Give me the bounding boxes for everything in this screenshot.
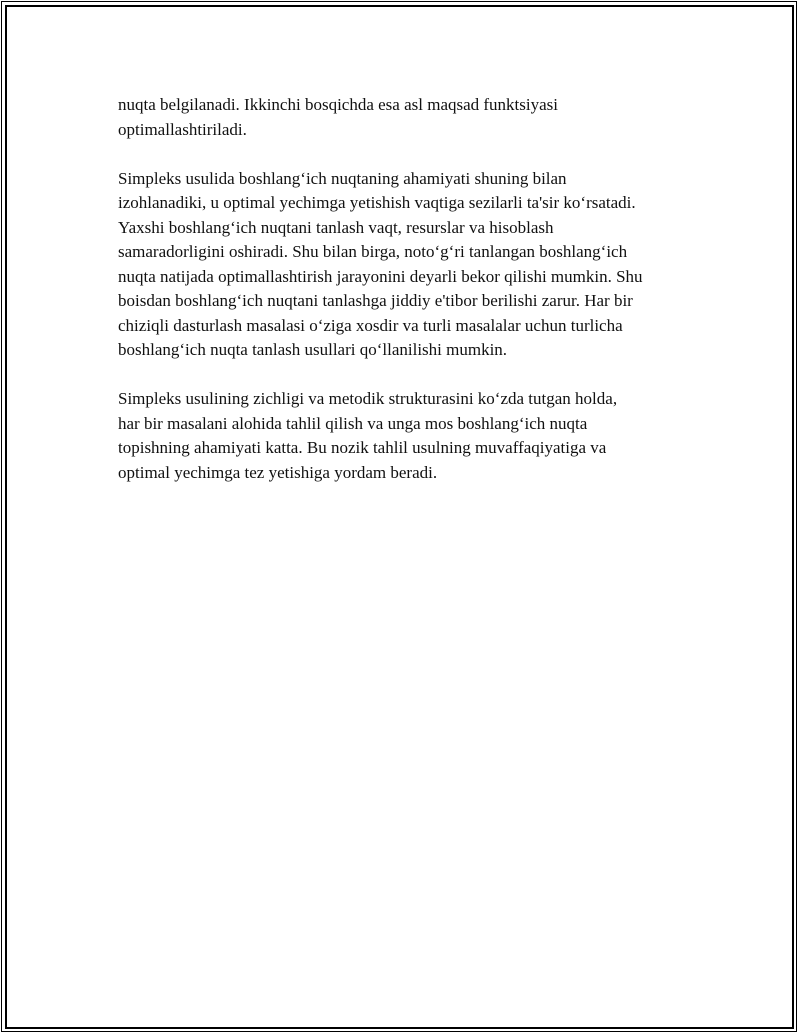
text-line: chiziqli dasturlash masalasi o‘ziga xosdir va turli masalalar uchun turlicha <box>118 315 623 335</box>
text-line: nuqta belgilanadi. Ikkinchi bosqichda esa asl maqsad funktsiyasi <box>118 95 559 114</box>
text-line: boisdan boshlang‘ich nuqtani tanlashga jiddiy e'tibor berilishi zarur. Har bir <box>118 291 633 310</box>
text-line: samaradorligini oshiradi. Shu bilan birga, noto‘g‘ri tanlangan boshlang‘ich <box>118 242 628 261</box>
document-body <box>118 93 698 510</box>
text-line: har bir masalani alohida tahlil qilish va unga mos boshlang‘ich nuqta <box>118 413 588 433</box>
text-line: Yaxshi boshlang‘ich nuqtani tanlash vaqt, resurslar va hisoblash <box>118 217 554 237</box>
text-line: Simpleks usulining zichligi va metodik strukturasini ko‘zda tutgan holda, <box>118 389 618 408</box>
paragraph-2 <box>118 167 698 363</box>
text-line: Simpleks usulida boshlang‘ich nuqtaning ahamiyati shuning bilan <box>118 168 567 188</box>
text-line: topishning ahamiyati katta. Bu nozik tahlil usulning muvaffaqiyatiga va <box>118 438 607 457</box>
paragraph-1 <box>118 93 698 142</box>
text-line: boshlang‘ich nuqta tanlash usullari qo‘llanilishi mumkin. <box>118 340 508 359</box>
text-line: nuqta natijada optimallashtirish jarayonini deyarli bekor qilishi mumkin. Shu <box>118 266 643 286</box>
text-line: optimallashtiriladi. <box>118 119 247 139</box>
text-line: optimal yechimga tez yetishiga yordam beradi. <box>118 462 438 482</box>
text-line: izohlanadiki, u optimal yechimga yetishish vaqtiga sezilarli ta'sir ko‘rsatadi. <box>118 193 636 212</box>
paragraph-3 <box>118 387 698 485</box>
